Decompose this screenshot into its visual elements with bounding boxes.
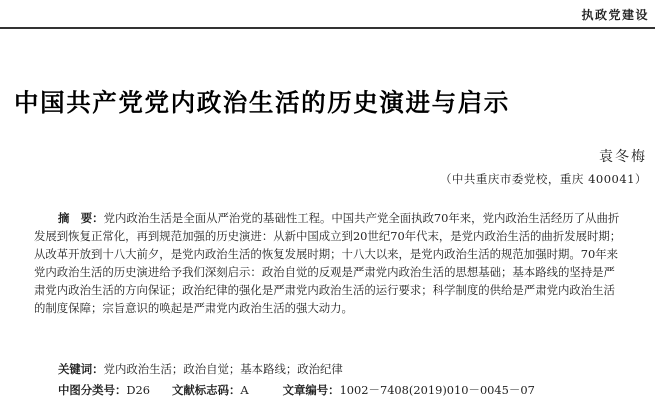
header-rule [0,27,655,29]
abstract-text: 党内政治生活是全面从严治党的基础性工程。中国共产党全面执政70年来，党内政治生活经历了从曲折发展到恢复正常化，再到规范加强的历史演进：从新中国成立到20世纪70年代末，是党内政治生活的曲折发展时期；从改革开放到十八大前夕，是党内政治生活的恢复发展时期；十八大以来，是党内政治生活的规范加强时期。70年来党内政治生活的历史演进给予我们深刻启示：政治自觉的反观是严肃党内政治生活的思想基础；基本路线的坚持是严肃党内政治生活的方向保证；政治纪律的强化是严肃党内政治生活的运行要求；科学制度的供给是严肃党内政治生活的制度保障；宗旨意识的唤起是严肃党内政治生活的强大动力。 [34,211,622,315]
clc-label: 中图分类号： [58,383,127,397]
clc-value: D26 [126,383,150,397]
abstract-label: 摘 要： [58,211,104,225]
keywords-text: 党内政治生活；政治自觉；基本路线；政治纪律 [103,362,343,376]
article-meta-line [58,382,535,398]
author-affiliation: （中共重庆市委党校，重庆 400041） [439,172,647,186]
article-number-label: 文章编号： [282,383,340,397]
abstract [34,209,625,317]
keywords-label: 关键词： [58,362,104,376]
keywords [58,361,343,377]
article-number-value: 1002－7408(2019)010－0045－07 [339,383,535,397]
article-title: 中国共产党党内政治生活的历史演进与启示 [14,88,510,117]
doc-code-value: A [240,383,249,397]
doc-code-label: 文献标志码： [172,383,241,397]
running-head: 执政党建设 [581,8,649,22]
author-name: 袁冬梅 [599,149,647,165]
